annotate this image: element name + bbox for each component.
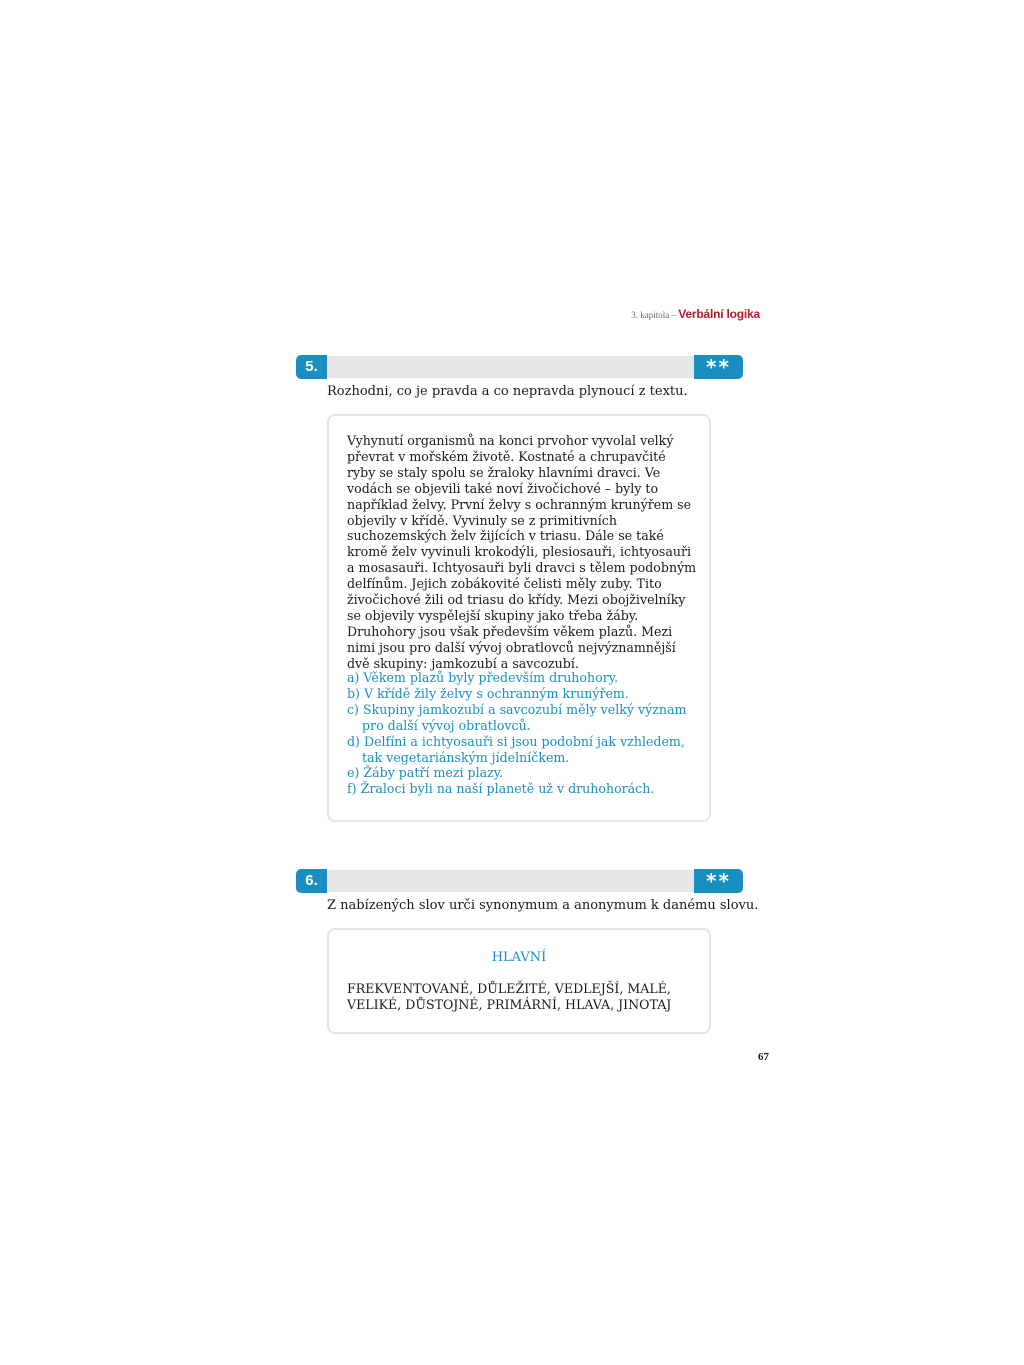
option-b: b) V křídě žily želvy s ochranným krunýřem.: [347, 685, 629, 701]
task-5-instruction: Rozhodni, co je pravda a co nepravda plynoucí z textu.: [327, 384, 688, 399]
task-5-header: [296, 355, 743, 379]
option-e: e) Žáby patří mezi plazy.: [347, 765, 504, 781]
task-5-options: [347, 670, 697, 797]
option-d: d) Delfíni a ichtyosauři si jsou podobní jak vzhledem, tak vegetariánským jídelníčkem.: [347, 733, 685, 765]
task-6-difficulty: **: [694, 869, 743, 893]
task-5-passage: Vyhynutí organismů na konci prvohor vyvolal velký převrat v mořském životě. Kostnaté a chrupavčité ryby se staly spolu se žraloky hlavními dravci. Ve vodách se objevili také noví živočichové – byly to například želvy. První želvy s ochranným krunýřem se objevily v křídě. Vyvinuly se z primitivních suchozemských želv žijících v triasu. Dále se také kromě želv vyvinuli krokodýli, plesiosauři, ichtyosauři a mosasauři. Ichtyosauři byli dravci s tělem podobným delfínům. Jejich zobákovité čelisti měly zuby. Tito živočichové žili od triasu do křídy. Mezi obojživelníky se objevily vyspělejší skupiny jako třeba žáby. Druhohory jsou však především věkem plazů. Mezi nimi jsou pro další vývoj obratlovců nejvýznamnější dvě skupiny: jamkozubí a savcozubí.: [347, 433, 697, 671]
task-6-text-box: [327, 928, 711, 1034]
option-f: f) Žraloci byli na naší planetě už v druhohorách.: [347, 781, 655, 797]
chapter-label: 3. kapitola –: [631, 310, 677, 320]
chapter-title: Verbální logika: [678, 307, 760, 321]
page-number: 67: [758, 1051, 769, 1063]
running-head: [631, 307, 760, 321]
task-6-number: 6.: [296, 869, 327, 893]
task-5-number: 5.: [296, 355, 327, 379]
task-5-difficulty: **: [694, 355, 743, 379]
option-c: c) Skupiny jamkozubí a savcozubí měly velký význam pro další vývoj obratlovců.: [347, 701, 687, 733]
task-6-header-bar: [326, 870, 695, 892]
option-a: a) Věkem plazů byly především druhohory.: [347, 670, 619, 685]
task-5-text-box: [327, 414, 711, 822]
task-6-instruction: Z nabízených slov urči synonymum a anonymum k danému slovu.: [327, 898, 759, 913]
task-6-keyword: HLAVNÍ: [491, 950, 547, 965]
task-6-word-list: FREKVENTOVANÉ, DŮLEŽITÉ, VEDLEJŠÍ, MALÉ, VELIKÉ, DŮSTOJNÉ, PRIMÁRNÍ, HLAVA, JINOTAJ: [347, 981, 672, 1012]
task-5-header-bar: [326, 356, 695, 378]
task-6-header: [296, 869, 743, 893]
